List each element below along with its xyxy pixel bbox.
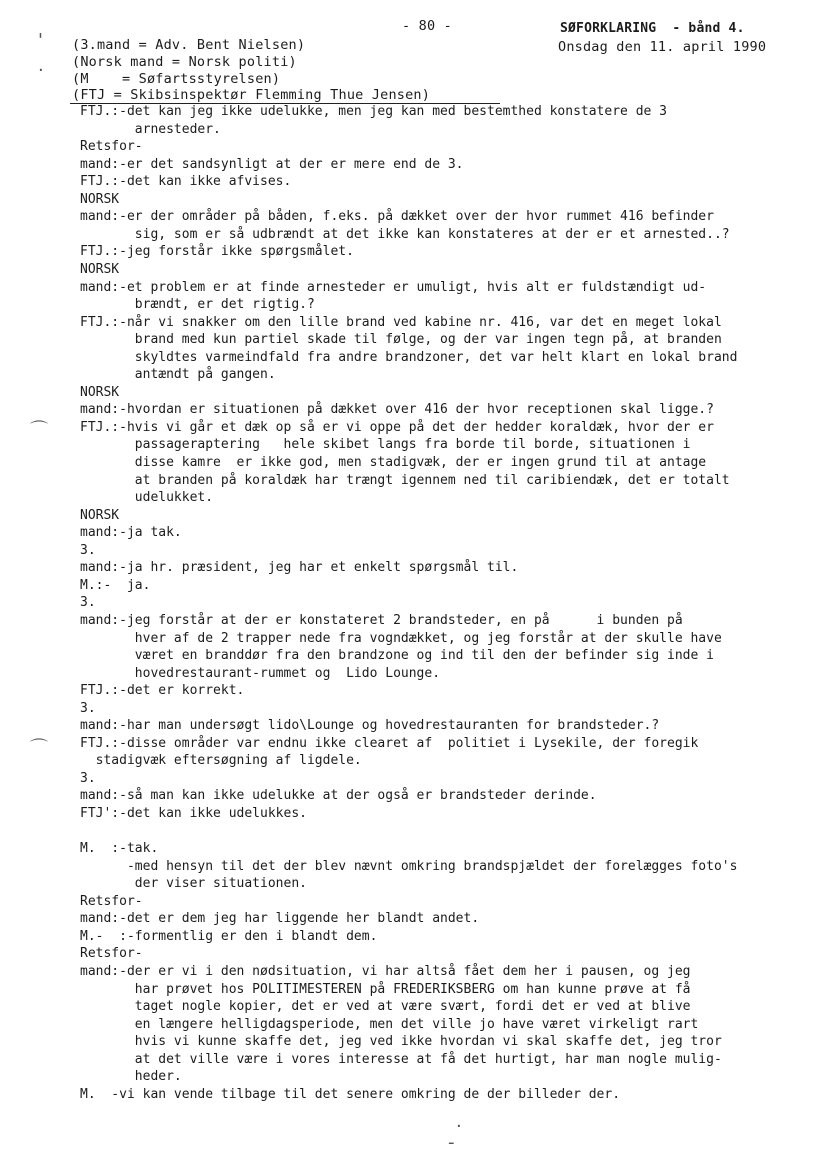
transcript-line: udelukket. (80, 490, 214, 506)
transcript-line: skyldtes varmeindfald fra andre brandzoner, det var helt klart en lokal brand (80, 349, 738, 365)
margin-mark: ⌒ (30, 738, 48, 759)
transcript-line: 3. (80, 595, 96, 611)
transcript-line: antændt på gangen. (80, 367, 276, 383)
transcript-line: mand:-så man kan ikke udelukke at der også er brandsteder derinde. (80, 788, 597, 804)
page-footer-mark: - (448, 1132, 455, 1153)
transcript-line: FTJ.:-når vi snakker om den lille brand ved kabine nr. 416, var det en meget lokal (80, 314, 722, 330)
page-footer-mark: · (456, 1116, 462, 1137)
legend-line: (Norsk mand = Norsk politi) (72, 54, 297, 70)
transcript-line: M. :-tak. (80, 841, 159, 857)
transcript-line: NORSK (80, 384, 120, 400)
transcript-line: 3. (80, 770, 96, 786)
document-date: Onsdag den 11. april 1990 (558, 39, 767, 55)
transcript-line: arnesteder. (80, 121, 221, 137)
page-number: - 80 - (402, 18, 452, 34)
transcript-line: brændt, er det rigtig.? (80, 297, 315, 313)
transcript-line: mand:-hvordan er situationen på dækket over 416 der hvor receptionen skal ligge.? (80, 402, 714, 418)
legend-line: (3.mand = Adv. Bent Nielsen) (72, 37, 306, 53)
transcript-line: FTJ':-det kan ikke udelukkes. (80, 806, 307, 821)
transcript-line: FTJ.:-jeg forstår ikke spørgsmålet. (80, 244, 354, 260)
transcript-line: har prøvet hos POLITIMESTEREN på FREDERIKSBERG om han kunne prøve at få (80, 981, 691, 997)
transcript-line: Retsfor- (80, 139, 143, 155)
legend-line: (FTJ = Skibsinspektør Flemming Thue Jensen) (72, 87, 431, 103)
transcript-line: mand:-er der områder på båden, f.eks. på dækket over der hvor rummet 416 befinder (80, 209, 714, 225)
transcript-line: FTJ.:-hvis vi går et dæk op så er vi oppe på det der hedder koraldæk, hvor der er (80, 419, 714, 435)
transcript-line: mand:-et problem er at finde arnesteder er umuligt, hvis alt er fuldstændigt ud- (80, 279, 707, 295)
transcript-line: hovedrestaurant-rummet og Lido Lounge. (80, 665, 441, 681)
transcript-line: været en branddør fra den brandzone og ind til den der befinder sig inde i (80, 648, 714, 664)
transcript-line: FTJ.:-det kan jeg ikke udelukke, men jeg kan med bestemthed konstatere de 3 (80, 104, 667, 119)
margin-mark: ⌒ (30, 420, 48, 441)
transcript-line: stadigvæk eftersøgning af ligdele. (80, 753, 362, 769)
transcript-line: NORSK (80, 507, 120, 523)
transcript-line: der viser situationen. (80, 876, 307, 892)
document-title: SØFORKLARING - bånd 4. (560, 21, 745, 36)
transcript-line: M.:- ja. (80, 577, 151, 593)
transcript-line: passageraptering hele skibet langs fra borde til borde, situationen i (80, 437, 691, 453)
transcript-line: heder. (80, 1069, 182, 1085)
transcript-line: M.- :-formentlig er den i blandt dem. (80, 928, 378, 944)
transcript-line: en længere helligdagsperiode, men det ville jo have været virkeligt rart (80, 1016, 699, 1032)
transcript-line: brand med kun partiel skade til følge, og der var ingen tegn på, at branden (80, 332, 722, 348)
transcript-line: NORSK (80, 191, 120, 207)
transcript-line: disse kamre er ikke god, men stadigvæk, der er ingen grund til at antage (80, 455, 707, 470)
transcript-line: taget nogle kopier, det er ved at være svært, fordi det er ved at blive (80, 999, 691, 1015)
margin-mark: ' (38, 30, 43, 51)
transcript-line: mand:-der er vi i den nødsituation, vi har altså fået dem her i pausen, og jeg (80, 963, 691, 979)
transcript-line: NORSK (80, 261, 120, 277)
transcript-line: mand:-ja hr. præsident, jeg har et enkelt spørgsmål til. (80, 560, 519, 576)
margin-mark: · (38, 60, 44, 81)
transcript-line: hver af de 2 trapper nede fra vogndækket, og jeg forstår at der skulle have (80, 630, 722, 646)
transcript-line: 3. (80, 700, 96, 716)
transcript-line: M. -vi kan vende tilbage til det senere omkring de der billeder der. (80, 1086, 621, 1102)
transcript-line: -med hensyn til det der blev nævnt omkring brandspjældet der forelægges foto's (80, 858, 738, 874)
transcript-line: at branden på koraldæk har trængt igennem ned til caribiendæk, det er totalt (80, 472, 730, 488)
transcript-line: Retsfor- (80, 946, 143, 962)
transcript-line: 3. (80, 542, 96, 558)
transcript-line: mand:-har man undersøgt lido\Lounge og hovedrestauranten for brandsteder.? (80, 718, 660, 734)
transcript-line: FTJ.:-det er korrekt. (80, 683, 245, 699)
transcript-line: mand:-jeg forstår at der er konstateret 2 brandsteder, en på i bunden på (80, 612, 683, 628)
transcript-line: at det ville være i vores interesse at få det hurtigt, har man nogle mulig- (80, 1051, 722, 1067)
transcript-line: Retsfor- (80, 893, 143, 909)
transcript-line: hvis vi kunne skaffe det, jeg ved ikke hvordan vi skal skaffe det, jeg tror (80, 1034, 722, 1050)
transcript-line: mand:-er det sandsynligt at der er mere end de 3. (80, 156, 464, 172)
transcript-line: FTJ.:-disse områder var endnu ikke clearet af politiet i Lysekile, der foregik (80, 735, 699, 751)
transcript-line: mand:-ja tak. (80, 525, 182, 541)
transcript-line: FTJ.:-det kan ikke afvises. (80, 174, 292, 190)
transcript-line: sig, som er så udbrændt at det ikke kan konstateres at der er et arnested..? (80, 226, 730, 242)
transcript-line: mand:-det er dem jeg har liggende her blandt andet. (80, 911, 480, 927)
legend-line: (M = Søfartsstyrelsen) (72, 71, 281, 87)
